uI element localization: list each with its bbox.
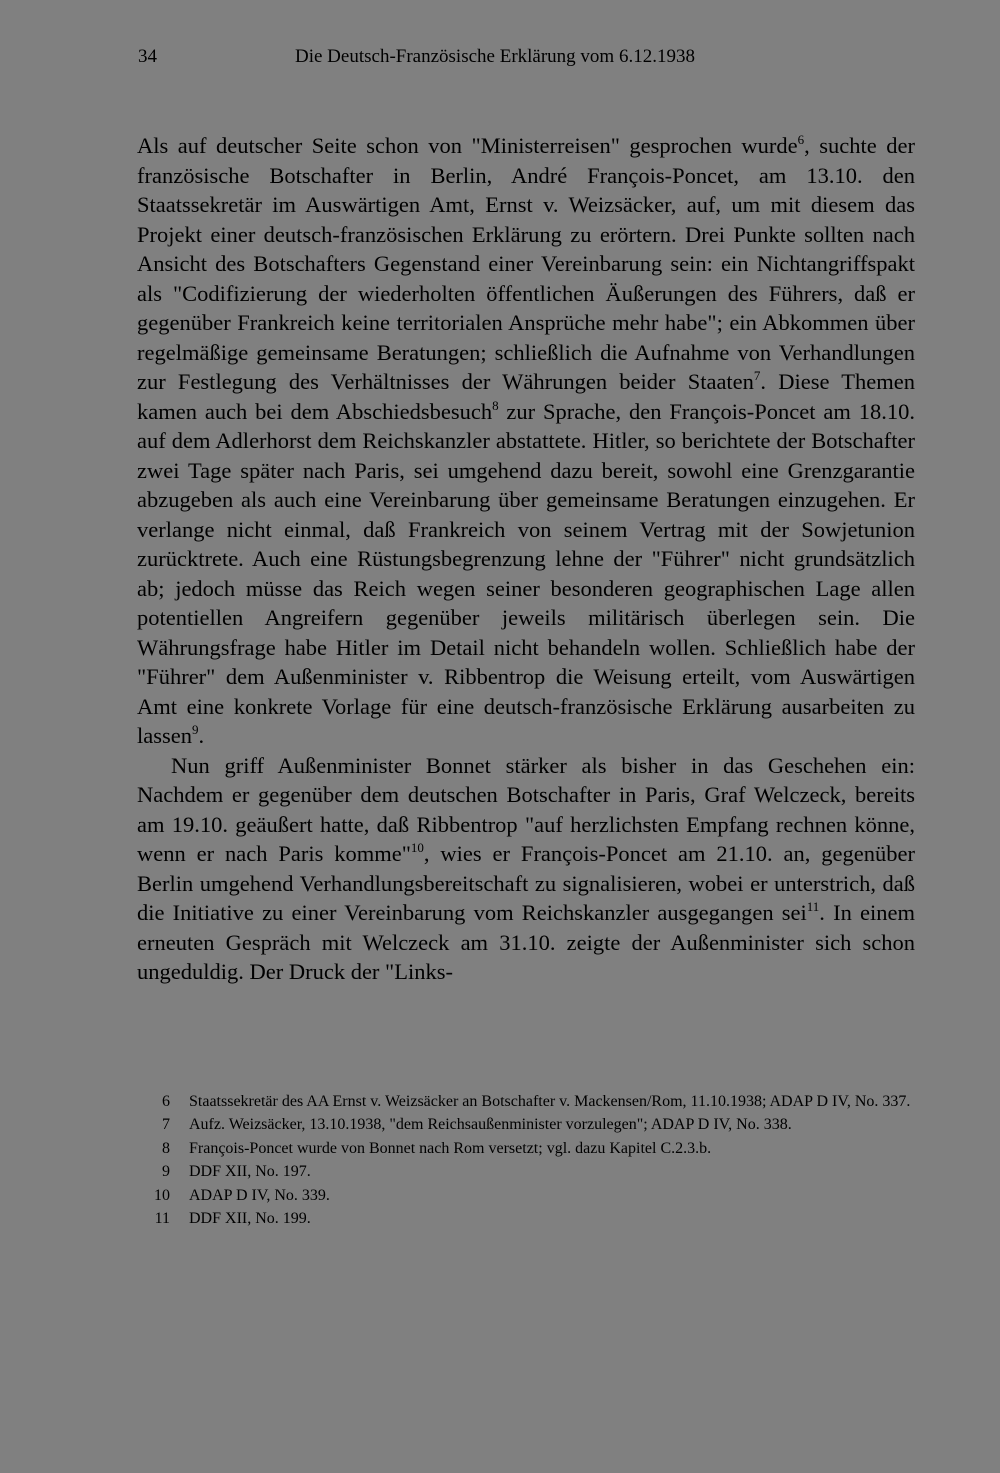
text-run: . Diese Themen kamen auch bei dem Abschiedsbesuch <box>137 369 915 424</box>
text-run: Als auf deutscher Seite schon von "Ministerreisen" gesprochen wurde <box>137 133 798 158</box>
footnote-ref-8: 8 <box>492 397 499 413</box>
footnote-ref-6: 6 <box>797 132 805 147</box>
text-run: , suchte der französische Botschafter in Berlin, André François-Poncet, am 13.10. den Staatssekretär im Auswärtigen Amt, Ernst v. Weizsäcker, auf, um mit diesem das Projekt einer deutsch-französischen Erklärung zu erörtern. Drei Punkte sollten nach Ansicht des Botschafters Gegenstand einer Vereinbarung sein: ein Nichtangriffspakt als "Codifizierung der wiederholten öffentlichen Äußerungen des Führers, daß er gegenüber Frankreich keine territorialen Ansprüche mehr habe"; ein Abkommen über regelmäßige gemeinsame Beratungen; schließlich die Aufnahme von Verhandlungen zur Festlegung des Verhältnisses der Währungen beider Staaten <box>137 133 916 394</box>
page-header <box>138 46 778 76</box>
text-run: Nun griff Außenminister Bonnet stärker als bisher in das Geschehen ein: Nachdem er gegenüber dem deutschen Botschafter in Paris, Graf Welczeck, bereits am 19.10. geäußert hatte, daß Ribbentrop "auf herzlichsten Empfang rechnen könne, wenn er nach Paris komme" <box>137 752 915 866</box>
footnote-7 <box>138 1113 918 1136</box>
footnote-11 <box>138 1207 918 1230</box>
running-title: Die Deutsch-Französische Erklärung vom 6.12.1938 <box>295 46 695 67</box>
footnote-number: 9 <box>162 1163 170 1181</box>
footnote-text: Staatssekretär des AA Ernst v. Weizsäcker an Botschafter v. Mackensen/Rom, 11.10.1938; ADAP D IV, No. 337. <box>189 1093 911 1110</box>
footnote-text: ADAP D IV, No. 339. <box>189 1186 330 1204</box>
footnote-10 <box>138 1184 918 1207</box>
footnote-number: 11 <box>154 1210 170 1228</box>
footnote-number: 7 <box>162 1116 170 1134</box>
footnote-text: DDF XII, No. 199. <box>189 1210 311 1228</box>
footnote-6 <box>138 1090 918 1113</box>
text-run: zur Sprache, den François-Poncet am 18.10. auf dem Adlerhorst dem Reichskanzler abstattete. Hitler, so berichtete der Botschafter zwei Tage später nach Paris, sei umgehend dazu bereit, sowohl eine Grenzgarantie abzugeben als auch eine Vereinbarung über gemeinsame Beratungen einzugehen. Er verlange nicht einmal, daß Frankreich von seinem Vertrag mit der Sowjetunion zurücktrete. Auch eine Rüstungsbegrenzung lehne der "Führer" nicht grundsätzlich ab; jedoch müsse das Reich wegen seiner besonderen geographischen Lage allen potentiellen Angreifern gegenüber jeweils militärisch überlegen sein. Die Währungsfrage habe Hitler im Detail nicht behandeln wollen. Schließlich habe der "Führer" dem Außenminister v. Ribbentrop die Weisung erteilt, vom Auswärtigen Amt eine konkrete Vorlage für eine deutsch-französische Erklärung ausarbeiten zu lassen <box>137 398 915 748</box>
footnote-9 <box>138 1160 918 1183</box>
main-text <box>137 131 915 987</box>
footnotes <box>138 1090 918 1230</box>
text-run: , wies er François-Poncet am 21.10. an, gegenüber Berlin umgehend Verhandlungsbereitschaft zu signalisieren, wobei er unterstrich, daß die Initiative zu einer Vereinbarung vom Reichskanzler ausgegangen sei <box>137 841 915 925</box>
footnote-text: DDF XII, No. 197. <box>189 1163 311 1181</box>
footnote-text: François-Poncet wurde von Bonnet nach Rom versetzt; vgl. dazu Kapitel C.2.3.b. <box>189 1139 712 1157</box>
footnote-number: 8 <box>162 1139 170 1157</box>
footnote-8 <box>138 1137 918 1160</box>
footnote-ref-7: 7 <box>753 368 761 383</box>
footnote-ref-9: 9 <box>192 722 199 737</box>
paragraph-2 <box>137 751 915 987</box>
footnote-text: Aufz. Weizsäcker, 13.10.1938, "dem Reichsaußenminister vorzulegen"; ADAP D IV, No. 338. <box>189 1116 792 1134</box>
footnote-ref-10: 10 <box>410 840 424 855</box>
footnote-number: 10 <box>154 1186 170 1204</box>
footnote-number: 6 <box>162 1093 170 1110</box>
footnote-ref-11: 11 <box>806 899 820 914</box>
paragraph-1 <box>137 131 915 751</box>
text-run: . <box>198 723 205 748</box>
text-run: . In einem erneuten Gespräch mit Welczeck am 31.10. zeigte der Außenminister sich schon ungeduldig. Der Druck der "Links- <box>137 900 915 984</box>
page-number: 34 <box>138 46 157 67</box>
